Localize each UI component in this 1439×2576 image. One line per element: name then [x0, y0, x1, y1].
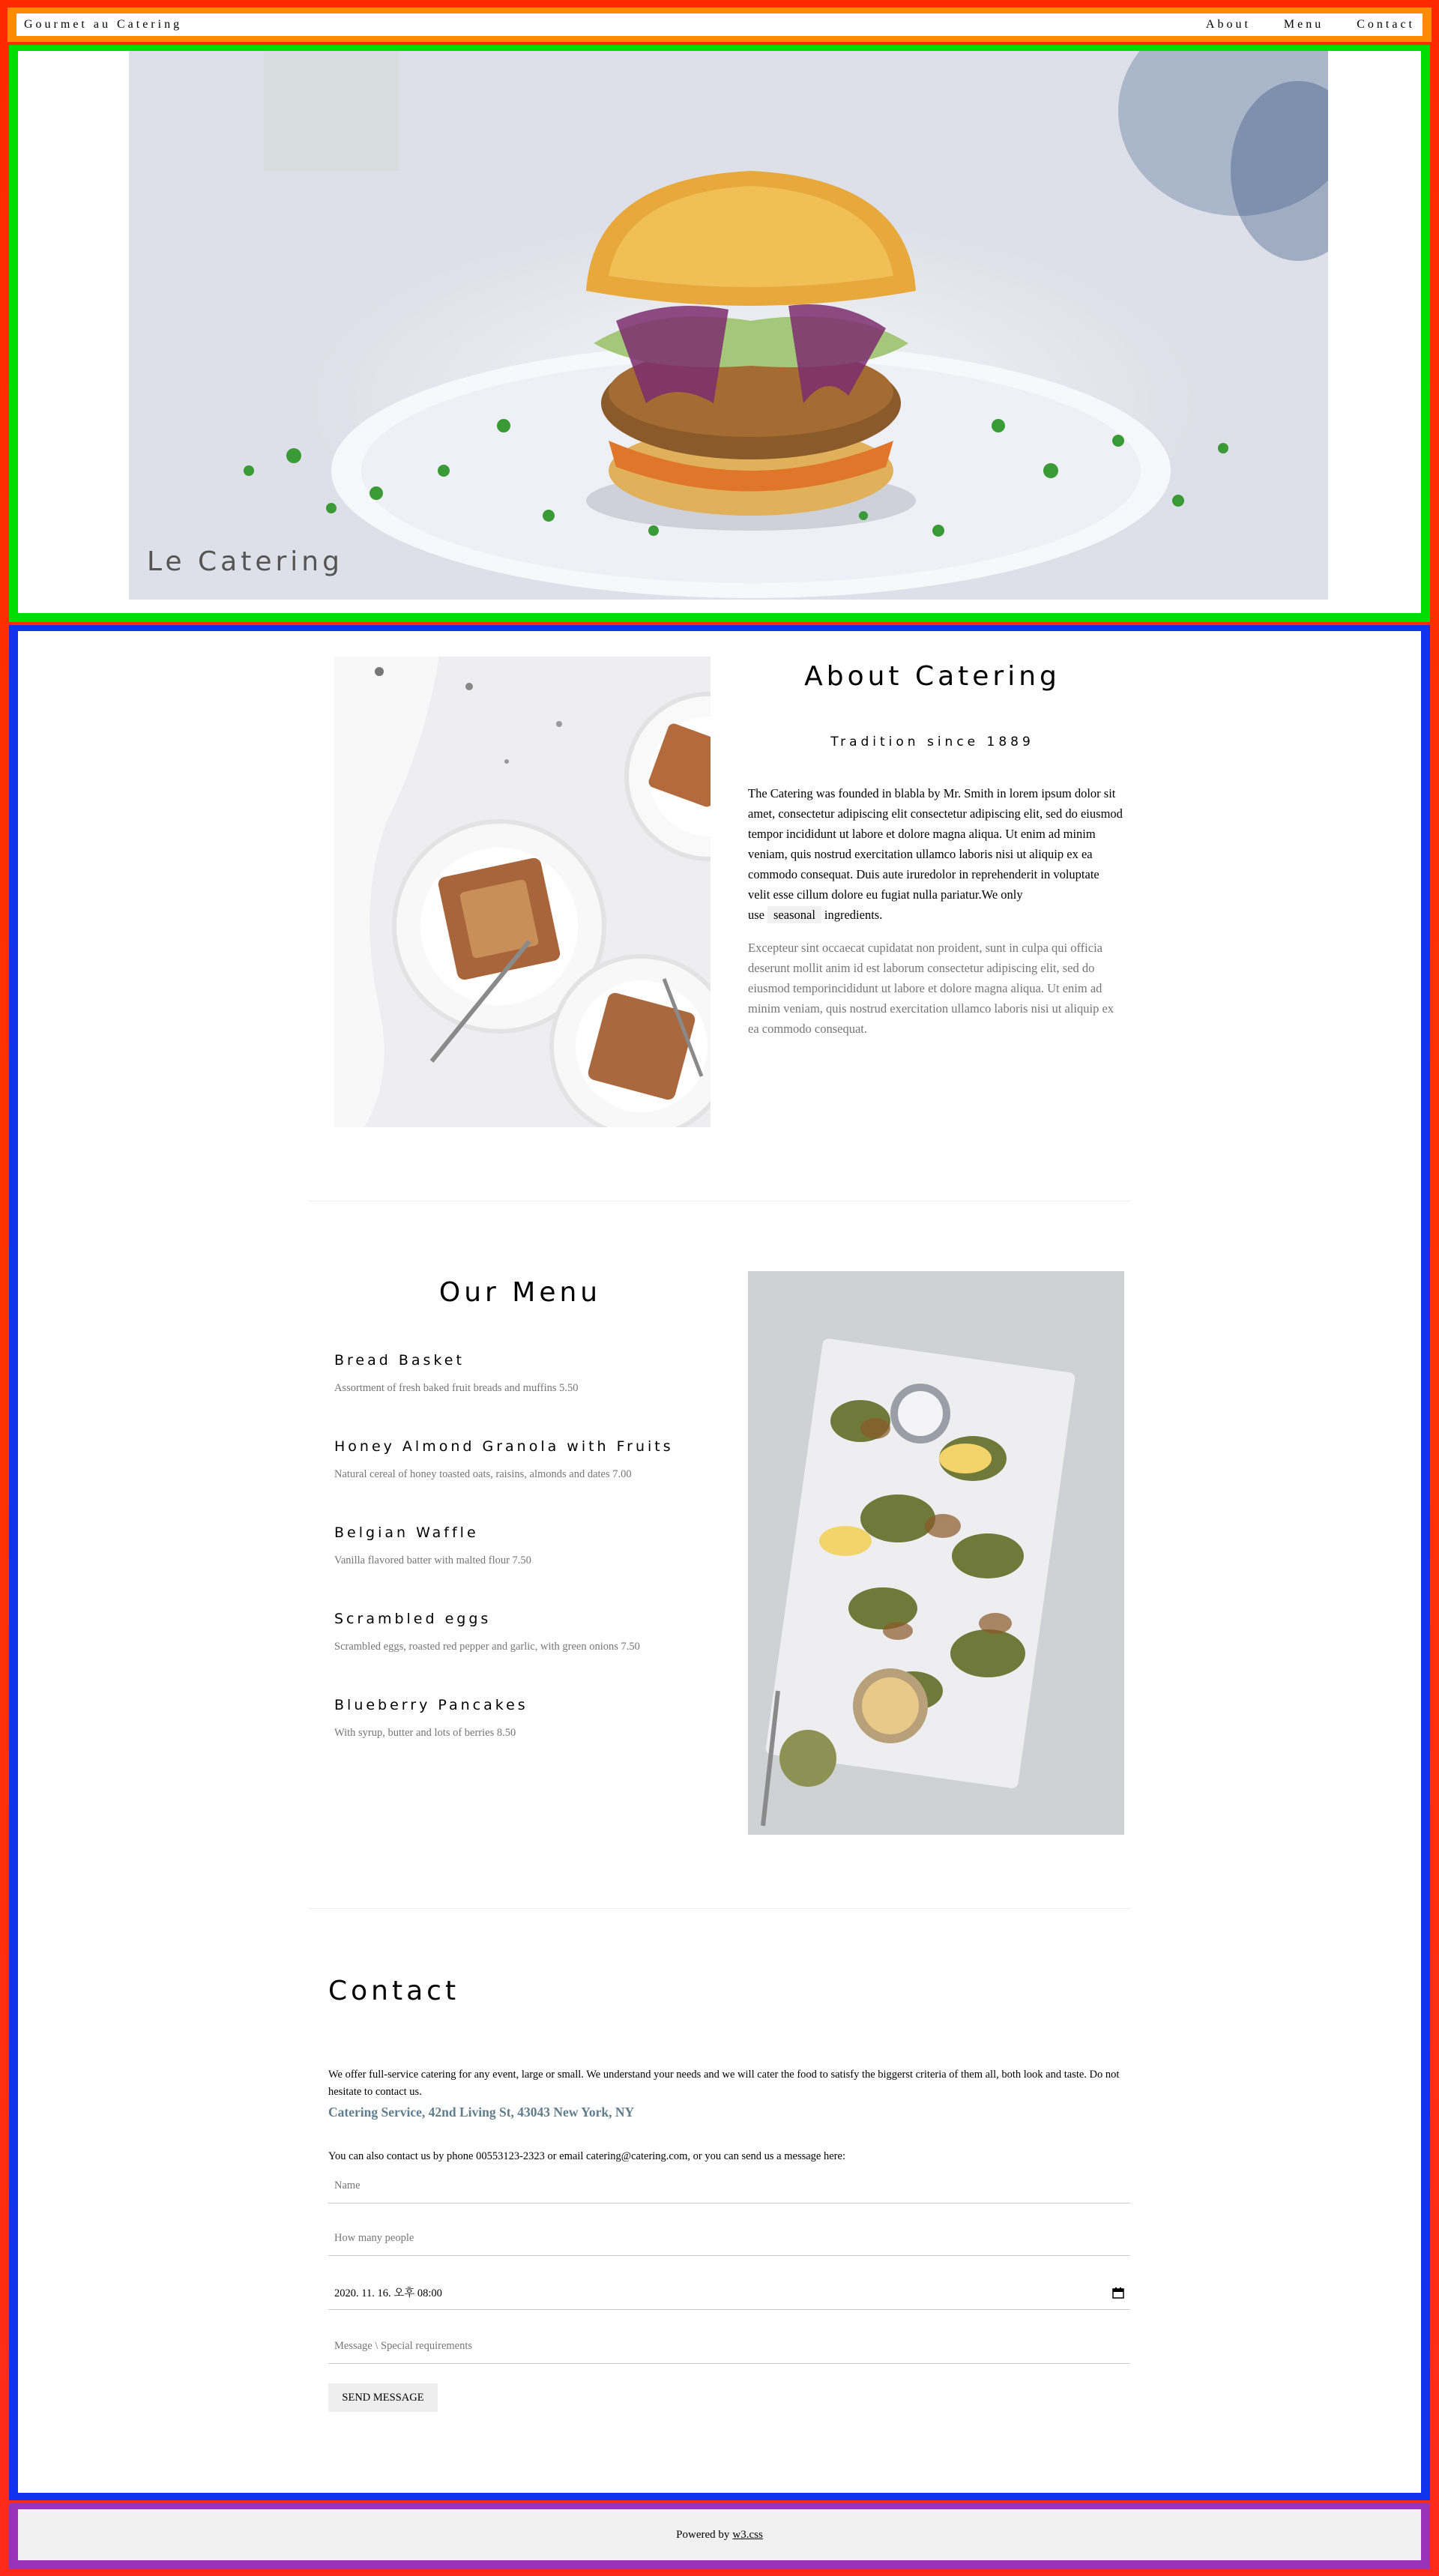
- footer-frame: [9, 2503, 1430, 2569]
- calendar-icon[interactable]: [1112, 2287, 1124, 2299]
- menu-item-name: Blueberry Pancakes: [334, 1697, 528, 1713]
- about-title: About Catering: [804, 661, 1061, 692]
- menu-item-name: Belgian Waffle: [334, 1524, 479, 1541]
- main-frame: [9, 625, 1430, 2500]
- menu-item-desc: Scrambled eggs, roasted red pepper and garlic, with green onions 7.50: [334, 1641, 640, 1653]
- hero-title: Le Catering: [147, 546, 343, 577]
- seasonal-tag: seasonal: [767, 906, 821, 923]
- main-content: [18, 631, 1421, 2493]
- about-paragraph-1: [748, 783, 1123, 925]
- hero-frame: [9, 45, 1430, 622]
- top-navbar-frame: [7, 7, 1432, 42]
- about-subtitle: Tradition since 1889: [830, 735, 1034, 749]
- menu-list: [334, 1352, 709, 1783]
- top-navbar: [16, 13, 1423, 36]
- menu-item-desc: Assortment of fresh baked fruit breads and muffins 5.50: [334, 1382, 579, 1394]
- section-divider: [309, 1908, 1130, 1909]
- menu-food-image: [748, 1271, 1124, 1835]
- menu-item-name: Honey Almond Granola with Fruits: [334, 1438, 674, 1455]
- contact-address: Catering Service, 42nd Living St, 43043 New York, NY: [328, 2105, 635, 2120]
- footer-w3css-link[interactable]: w3.css: [732, 2528, 763, 2541]
- menu-item-desc: Vanilla flavored batter with malted flour 7.50: [334, 1554, 531, 1566]
- footer: [18, 2509, 1421, 2560]
- footer-text: Powered by: [676, 2528, 730, 2541]
- about-paragraph-1-text: The Catering was founded in blabla by Mr. Smith in lorem ipsum dolor sit amet, consectetur adipiscing elit consectetur adipiscing elit, sed do eiusmod tempor incididunt ut labore et dolore magna aliqua. Ut enim ad minim veniam, quis nostrud exercitation ullamco laboris nisi ut aliquip ex ea commodo consequat. Duis aute iruredolor in reprehenderit in voluptate velit esse cillum dolore eu fugiat nulla pariatur.We only use: [748, 785, 1123, 922]
- menu-item-name: Scrambled eggs: [334, 1611, 492, 1627]
- nav-link-menu[interactable]: Menu: [1283, 18, 1324, 31]
- nav-links: [1206, 18, 1415, 31]
- date-time-value: 2020. 11. 16. 오후 08:00: [334, 2287, 442, 2299]
- menu-item: [334, 1697, 709, 1783]
- tarts-illustration: [334, 657, 711, 1127]
- menu-item: [334, 1438, 709, 1524]
- contact-phone-email: You can also contact us by phone 00553123-2323 or email catering@catering.com, or you can send us a message here:: [328, 2150, 845, 2162]
- menu-item: [334, 1352, 709, 1438]
- about-paragraph-1-end: ingredients.: [824, 907, 883, 922]
- menu-item-desc: With syrup, butter and lots of berries 8.50: [334, 1727, 516, 1739]
- menu-item: [334, 1524, 709, 1611]
- message-input[interactable]: [328, 2329, 1130, 2364]
- nav-link-contact[interactable]: Contact: [1357, 18, 1415, 31]
- hero-burger-image: [129, 51, 1328, 600]
- burger-illustration: [129, 51, 1328, 600]
- name-input[interactable]: [328, 2169, 1130, 2204]
- brand-link[interactable]: Gourmet au Catering: [24, 18, 183, 31]
- nav-link-about[interactable]: About: [1205, 18, 1251, 31]
- menu-item-desc: Natural cereal of honey toasted oats, raisins, almonds and dates 7.00: [334, 1468, 632, 1480]
- fritters-illustration: [748, 1271, 1124, 1835]
- contact-title: Contact: [328, 1976, 460, 2006]
- menu-item: [334, 1611, 709, 1697]
- menu-title: Our Menu: [438, 1277, 602, 1308]
- menu-item-name: Bread Basket: [334, 1352, 465, 1369]
- date-time-input[interactable]: [328, 2275, 1130, 2310]
- send-message-button[interactable]: SEND MESSAGE: [328, 2383, 438, 2412]
- hero-section: [18, 51, 1421, 613]
- people-count-input[interactable]: [328, 2221, 1130, 2256]
- contact-intro: We offer full-service catering for any event, large or small. We understand your needs and we will cater the food to satisfy the biggerst criteria of them all, both look and taste. Do not hesitate to contact us.: [328, 2068, 1120, 2098]
- about-tarts-image: [334, 657, 711, 1127]
- about-paragraph-2: Excepteur sint occaecat cupidatat non proident, sunt in culpa qui officia deserunt mollit anim id est laborum consectetur adipiscing elit, sed do eiusmod temporincididunt ut labore et dolore magna aliqua. Ut enim ad minim veniam, quis nostrud exercitation ullamco laboris nisi ut aliquip ex ea commodo consequat.: [748, 940, 1114, 1036]
